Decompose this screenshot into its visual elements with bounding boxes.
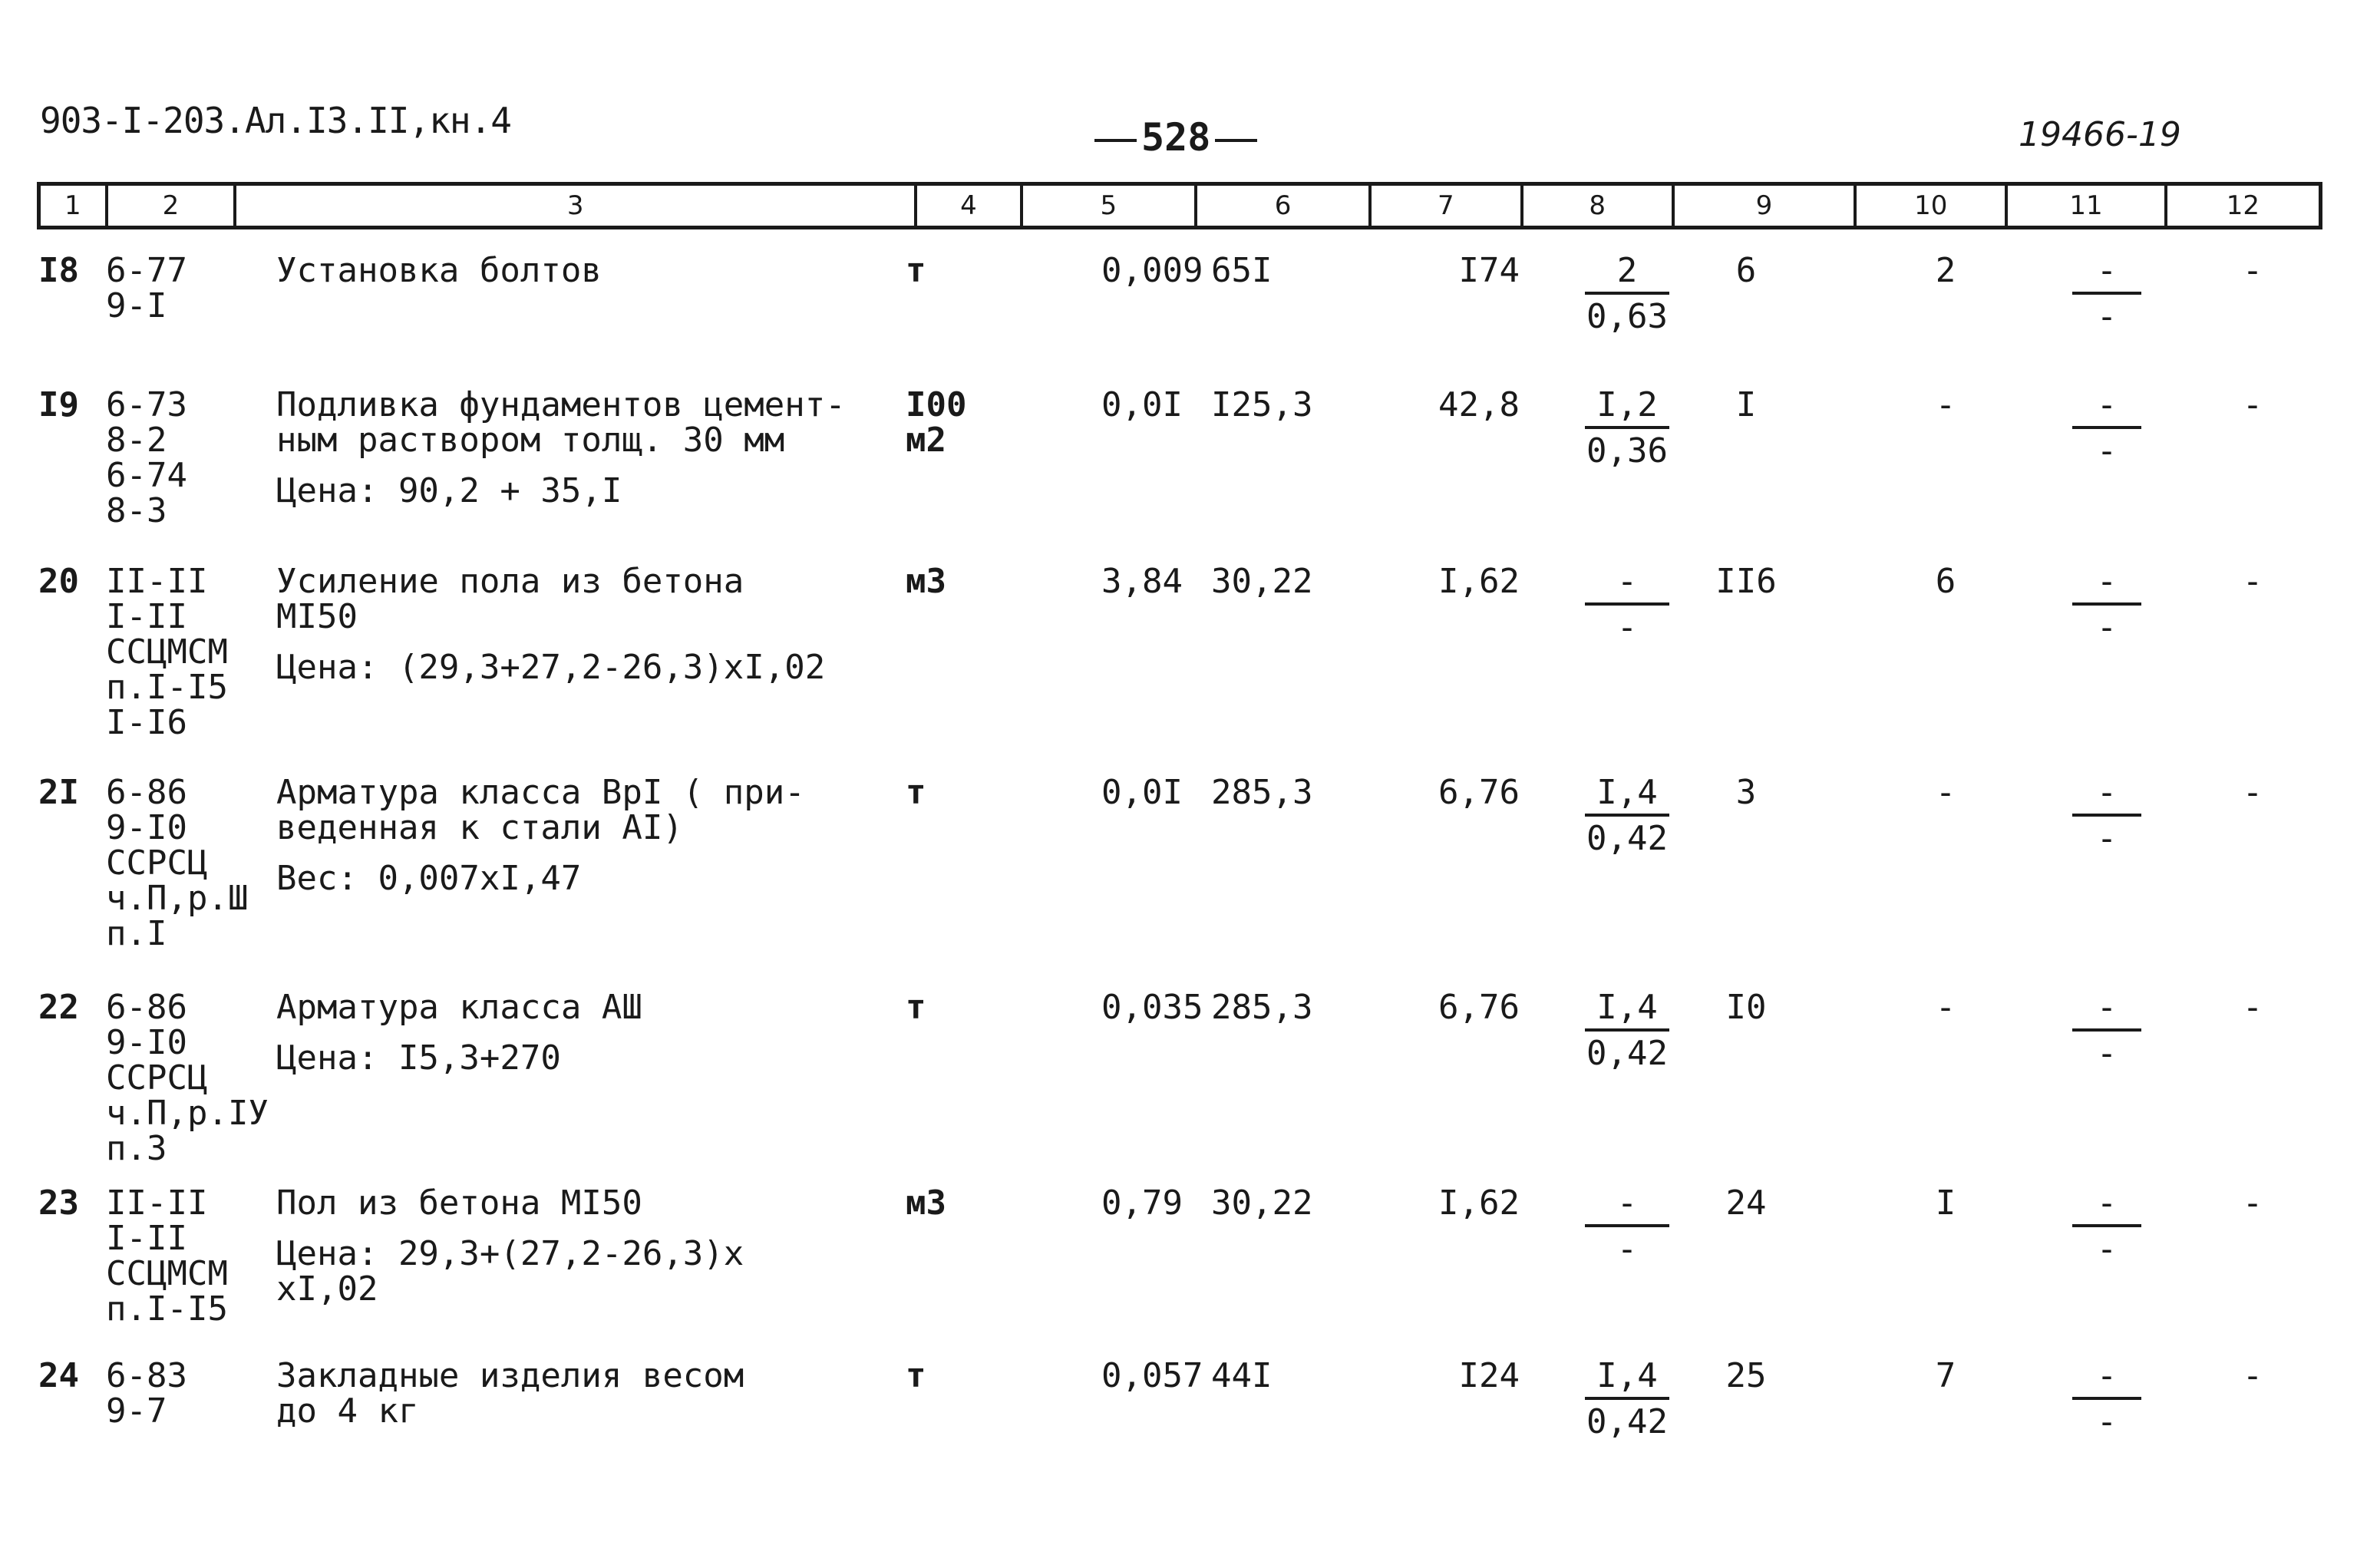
column-12-value: - (2242, 773, 2263, 812)
work-description (276, 775, 805, 896)
column-9-value: 3 (1735, 773, 1757, 812)
unit (906, 385, 967, 460)
norm-code-line: I-II (106, 1219, 187, 1258)
quantity: 0,0I (1101, 385, 1183, 424)
fraction-numerator: - (1585, 564, 1669, 606)
fraction-denominator: 0,63 (1586, 297, 1668, 336)
work-description (276, 385, 846, 510)
norm-code-line: 9-I0 (106, 808, 187, 847)
unit-line: м3 (906, 1183, 946, 1223)
unit (906, 564, 946, 599)
quantity: 0,79 (1101, 1183, 1183, 1223)
norm-code-line: II-II (106, 562, 208, 601)
column-10-value: 7 (1935, 1356, 1956, 1395)
work-description (276, 564, 825, 685)
description-note: Цена: (29,3+27,2-26,3)хI,02 (276, 648, 826, 687)
unit-line: т (906, 251, 926, 290)
fraction-value (2065, 1183, 2149, 1269)
quantity: 0,009 (1101, 251, 1203, 290)
unit-line: м3 (906, 562, 946, 601)
fraction-value (2065, 253, 2149, 335)
description-line: Установка болтов (276, 251, 602, 290)
norm-code-line: 9-I0 (106, 1023, 187, 1062)
norm-code-line: п.3 (106, 1129, 167, 1168)
column-10-value: I (1935, 1183, 1956, 1223)
fraction-value (2065, 385, 2149, 470)
document-code: 903-I-203.Ал.I3.II,кн.4 (40, 100, 511, 141)
unit-line: т (906, 773, 926, 812)
fraction-value (1577, 385, 1677, 470)
norm-code-line: 9-I (106, 286, 167, 325)
fraction-numerator: - (1585, 1186, 1669, 1227)
row-number: I8 (38, 251, 79, 290)
fraction-value (1577, 564, 1677, 645)
column-9-value: 24 (1725, 1183, 1767, 1223)
unit-line: т (906, 988, 926, 1027)
work-description (276, 1358, 744, 1429)
column-header: 4 (917, 186, 1023, 226)
norm-code-line: 6-77 (106, 251, 187, 290)
fraction-numerator: - (2072, 253, 2141, 295)
work-description (276, 990, 642, 1076)
unit-price: 30,22 (1211, 1183, 1313, 1223)
norm-code (106, 564, 228, 741)
column-header: 5 (1023, 186, 1197, 226)
description-note: Цена: 29,3+(27,2-26,3)х (276, 1234, 744, 1273)
column-header: 10 (1857, 186, 2008, 226)
norm-code-line: п.I (106, 914, 167, 953)
norm-code-line: 8-3 (106, 491, 167, 530)
column-9-value: I0 (1725, 988, 1767, 1027)
table-header-row (37, 182, 2322, 229)
norm-code-line: п.I-I5 (106, 668, 228, 707)
norm-code-line: I-I6 (106, 703, 187, 742)
fraction-numerator: - (2072, 1186, 2141, 1227)
description-note: Цена: 90,2 + 35,I (276, 471, 622, 510)
fraction-value (2065, 775, 2149, 857)
norm-code-line: II-II (106, 1183, 208, 1223)
fraction-denominator: - (2096, 819, 2118, 858)
fraction-denominator: 0,36 (1586, 431, 1668, 470)
unit (906, 253, 926, 289)
description-line: Пол из бетона МI50 (276, 1183, 642, 1223)
norm-code-line: п.I-I5 (106, 1289, 228, 1329)
unit (906, 775, 926, 810)
fraction-numerator: - (2072, 388, 2141, 429)
column-9-value: II6 (1715, 562, 1777, 601)
column-7-value: 6,76 (1438, 773, 1520, 812)
norm-code (106, 1183, 228, 1329)
fraction-numerator: - (2072, 775, 2141, 817)
norm-code-line: ССЦМСМ (106, 632, 228, 672)
page-number: 528 (1090, 115, 1262, 160)
norm-code-line: 6-86 (106, 988, 187, 1027)
column-10-value: - (1935, 773, 1956, 812)
norm-code (106, 990, 269, 1167)
fraction-denominator: - (1616, 1230, 1638, 1269)
fraction-denominator: - (2096, 297, 2118, 336)
column-10-value: - (1935, 988, 1956, 1027)
unit-price: I25,3 (1211, 385, 1313, 424)
fraction-numerator: 2 (1585, 253, 1669, 295)
unit (906, 990, 926, 1025)
fraction-value (1577, 1358, 1677, 1440)
column-7-value: I,62 (1438, 1183, 1520, 1223)
quantity: 0,035 (1101, 988, 1203, 1027)
fraction-denominator: 0,42 (1586, 1034, 1668, 1073)
row-number: 20 (38, 562, 79, 601)
fraction-denominator: 0,42 (1586, 819, 1668, 858)
fraction-value (1577, 990, 1677, 1071)
unit-line: т (906, 1356, 926, 1395)
unit-line: м2 (906, 421, 946, 460)
column-7-value: 6,76 (1438, 988, 1520, 1027)
column-header: 8 (1523, 186, 1675, 226)
norm-code-line: 6-83 (106, 1356, 187, 1395)
column-12-value: - (2242, 251, 2263, 290)
norm-code-line: I-II (106, 597, 187, 636)
column-12-value: - (2242, 1183, 2263, 1223)
row-number: I9 (38, 385, 79, 424)
fraction-denominator: - (2096, 1230, 2118, 1269)
description-line: Подливка фундаментов цемент- (276, 385, 846, 424)
column-9-value: I (1735, 385, 1757, 424)
column-10-value: - (1935, 385, 1956, 424)
norm-code-line: ССРСЦ (106, 1058, 208, 1098)
fraction-value (1577, 253, 1677, 335)
norm-code (106, 1358, 187, 1429)
unit-price: 30,22 (1211, 562, 1313, 601)
unit-price: 65I (1211, 251, 1273, 290)
fraction-denominator: 0,42 (1586, 1402, 1668, 1441)
quantity: 0,057 (1101, 1356, 1203, 1395)
norm-code-line: ч.П,р.Ш (106, 879, 249, 918)
description-note: Цена: I5,3+270 (276, 1038, 561, 1078)
column-header: 1 (41, 186, 108, 226)
fraction-denominator: - (2096, 608, 2118, 647)
column-12-value: - (2242, 562, 2263, 601)
unit-price: 44I (1211, 1356, 1273, 1395)
unit (906, 1358, 926, 1394)
norm-code-line: 8-2 (106, 421, 167, 460)
fraction-value (2065, 1358, 2149, 1440)
column-header: 2 (108, 186, 236, 226)
norm-code (106, 385, 187, 530)
fraction-value (1577, 1183, 1677, 1269)
description-line: до 4 кг (276, 1391, 419, 1431)
archive-number: 19466-19 (2019, 115, 2181, 154)
fraction-numerator: - (2072, 1358, 2141, 1400)
column-header: 12 (2226, 190, 2260, 221)
fraction-denominator: - (2096, 431, 2118, 470)
fraction-denominator: - (2096, 1034, 2118, 1073)
norm-code (106, 253, 187, 324)
fraction-numerator: I,4 (1585, 1358, 1669, 1400)
norm-code-line: 9-7 (106, 1391, 167, 1431)
norm-code-line: 6-73 (106, 385, 187, 424)
column-header: 6 (1197, 186, 1372, 226)
fraction-numerator: - (2072, 564, 2141, 606)
column-header: 9 (1675, 186, 1857, 226)
norm-code-line: ССЦМСМ (106, 1254, 228, 1293)
row-number: 22 (38, 988, 79, 1027)
fraction-numerator: I,2 (1585, 388, 1669, 429)
column-header: 11 (2008, 186, 2167, 226)
unit-price: 285,3 (1211, 988, 1313, 1027)
description-line: Арматура класса АШ (276, 988, 642, 1027)
fraction-numerator: I,4 (1585, 990, 1669, 1032)
row-number: 24 (38, 1356, 79, 1395)
fraction-value (1577, 775, 1677, 857)
column-9-value: 25 (1725, 1356, 1767, 1395)
fraction-numerator: - (2072, 990, 2141, 1032)
norm-code-line: ССРСЦ (106, 843, 208, 883)
unit-line: I00 (906, 385, 967, 424)
description-line: Арматура класса ВрI ( при- (276, 773, 805, 812)
column-7-value: I24 (1458, 1356, 1520, 1395)
work-description (276, 1183, 744, 1309)
column-12-value: - (2242, 385, 2263, 424)
norm-code (106, 775, 248, 952)
column-7-value: 42,8 (1438, 385, 1520, 424)
description-note: Вес: 0,007хI,47 (276, 859, 582, 898)
column-12-value: - (2242, 988, 2263, 1027)
norm-code-line: 6-86 (106, 773, 187, 812)
column-9-value: 6 (1735, 251, 1757, 290)
work-description (276, 253, 602, 289)
fraction-denominator: - (2096, 1402, 2118, 1441)
column-header: 3 (236, 186, 917, 226)
fraction-numerator: I,4 (1585, 775, 1669, 817)
unit-price: 285,3 (1211, 773, 1313, 812)
description-line: Усиление пола из бетона (276, 562, 744, 601)
column-10-value: 2 (1935, 251, 1956, 290)
row-number: 23 (38, 1183, 79, 1223)
description-line: Закладные изделия весом (276, 1356, 744, 1395)
unit (906, 1183, 946, 1223)
norm-code-line: ч.П,р.IУ (106, 1094, 269, 1133)
description-line: веденная к стали АI) (276, 808, 683, 847)
fraction-denominator: - (1616, 608, 1638, 647)
fraction-value (2065, 990, 2149, 1071)
description-line: ным раствором толщ. 30 мм (276, 421, 785, 460)
quantity: 3,84 (1101, 562, 1183, 601)
quantity: 0,0I (1101, 773, 1183, 812)
column-header: 7 (1372, 186, 1523, 226)
column-7-value: I,62 (1438, 562, 1520, 601)
column-12-value: - (2242, 1356, 2263, 1395)
description-note: хI,02 (276, 1269, 378, 1309)
norm-code-line: 6-74 (106, 456, 187, 495)
row-number: 2I (38, 773, 79, 812)
column-7-value: I74 (1458, 251, 1520, 290)
column-10-value: 6 (1935, 562, 1956, 601)
description-line: МI50 (276, 597, 358, 636)
fraction-value (2065, 564, 2149, 645)
